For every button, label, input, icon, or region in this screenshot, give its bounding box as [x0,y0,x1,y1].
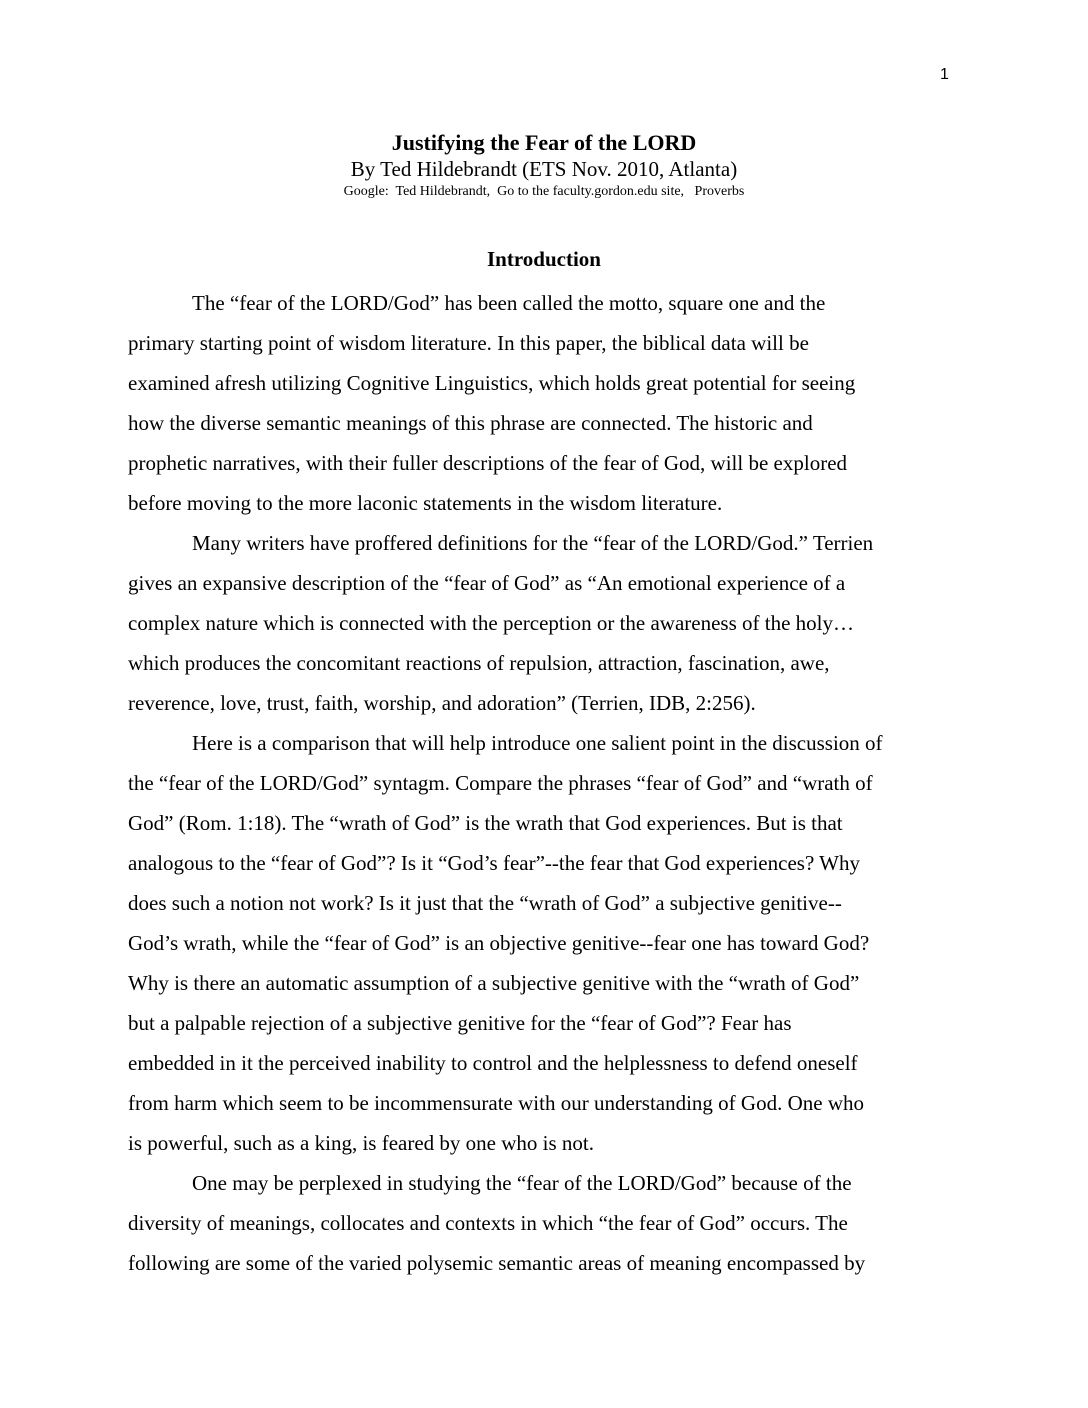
text-line: following are some of the varied polysemic semantic areas of meaning encompassed by [128,1251,866,1275]
text-line: which produces the concomitant reactions of repulsion, attraction, fascination, awe, [128,651,830,675]
document-title: Justifying the Fear of the LORD [391,130,697,155]
text-line: Why is there an automatic assumption of a subjective genitive with the “wrath of God” [128,971,860,995]
text-line: from harm which seem to be incommensurate with our understanding of God. One who [128,1091,864,1115]
text-line: is powerful, such as a king, is feared by one who is not. [128,1131,594,1155]
text-line: God’s wrath, while the “fear of God” is an objective genitive--fear one has toward God? [128,931,870,955]
text-line: embedded in it the perceived inability to control and the helplessness to defend oneself [128,1051,858,1075]
text-line: reverence, love, trust, faith, worship, and adoration” (Terrien, IDB, 2:256). [128,691,756,715]
page-number: 1 [940,66,949,83]
search-hint-line: Google: Ted Hildebrandt, Go to the faculty.gordon.edu site, Proverbs [343,184,745,199]
text-line: analogous to the “fear of God”? Is it “God’s fear”--the fear that God experiences? Why [128,851,860,875]
text-line: before moving to the more laconic statements in the wisdom literature. [128,491,723,515]
paragraph-2 [128,523,958,723]
author-byline: By Ted Hildebrandt (ETS Nov. 2010, Atlanta) [350,157,738,181]
text-line: diversity of meanings, collocates and contexts in which “the fear of God” occurs. The [128,1211,848,1235]
text-line: One may be perplexed in studying the “fear of the LORD/God” because of the [192,1171,852,1195]
text-line: Here is a comparison that will help introduce one salient point in the discussion of [192,731,883,755]
paragraph-4 [128,1163,958,1283]
text-line: gives an expansive description of the “fear of God” as “An emotional experience of a [128,571,846,595]
paragraph-1 [128,283,958,523]
text-line: the “fear of the LORD/God” syntagm. Compare the phrases “fear of God” and “wrath of [128,771,873,795]
text-line: complex nature which is connected with the perception or the awareness of the holy… [128,611,855,635]
body-text [128,283,958,1283]
text-line: prophetic narratives, with their fuller descriptions of the fear of God, will be explored [128,451,848,475]
text-line: examined afresh utilizing Cognitive Linguistics, which holds great potential for seeing [128,371,856,395]
section-heading-introduction: Introduction [487,247,601,271]
text-line: does such a notion not work? Is it just that the “wrath of God” a subjective genitive-- [128,891,842,915]
text-line: how the diverse semantic meanings of this phrase are connected. The historic and [128,411,813,435]
text-line: primary starting point of wisdom literature. In this paper, the biblical data will be [128,331,809,355]
text-line: but a palpable rejection of a subjective genitive for the “fear of God”? Fear has [128,1011,792,1035]
text-line: The “fear of the LORD/God” has been called the motto, square one and the [192,291,826,315]
text-line: God” (Rom. 1:18). The “wrath of God” is the wrath that God experiences. But is that [128,811,843,835]
text-line: Many writers have proffered definitions for the “fear of the LORD/God.” Terrien [192,531,874,555]
paragraph-3 [128,723,958,1163]
